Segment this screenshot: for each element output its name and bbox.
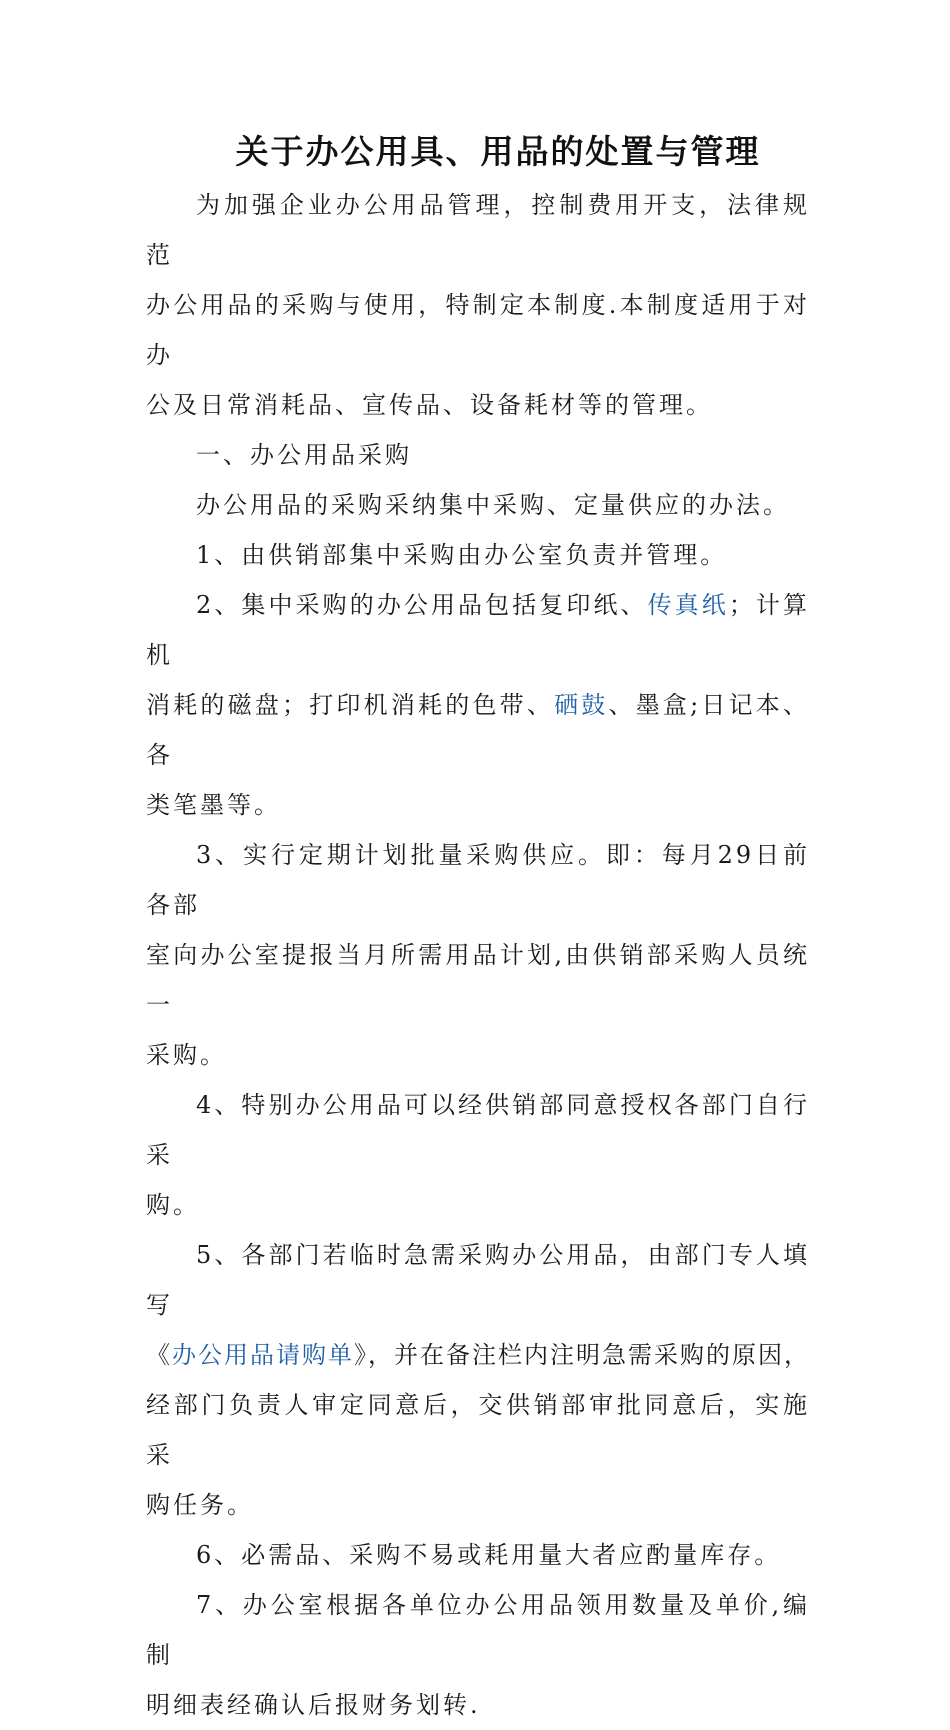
document-page xyxy=(146,128,810,1730)
section-lead: 办公用品的采购采纳集中采购、定量供应的办法。 xyxy=(196,491,790,519)
item-2-text-b: ；计算机 xyxy=(146,591,810,669)
item-7-line-2: 明细表经确认后报财务划转. xyxy=(146,1691,481,1719)
item-2-text-a: 2、集中采购的办公用品包括复印纸、 xyxy=(196,591,648,619)
item-3-line-2: 室向办公室提报当月所需用品计划,由供销部采购人员统一 xyxy=(146,941,810,1019)
item-5-line-4: 购任务。 xyxy=(146,1491,254,1519)
item-3-line-1: 3、实行定期计划批量采购供应。即：每月29日前各部 xyxy=(146,841,810,919)
item-2-text-d: 、墨盒;日记本、各 xyxy=(146,691,811,769)
intro-line-2: 办公用品的采购与使用，特制定本制度.本制度适用于对办 xyxy=(146,291,810,369)
item-5-line-3: 经部门负责人审定同意后，交供销部审批同意后，实施采 xyxy=(146,1391,810,1469)
item-2-line-1 xyxy=(146,580,810,680)
item-2-line-3: 类笔墨等。 xyxy=(146,791,281,819)
document-title: 关于办公用具、用品的处置与管理 xyxy=(235,132,761,171)
intro-line-1: 为加强企业办公用品管理，控制费用开支，法律规范 xyxy=(146,191,810,269)
item-5-line-2 xyxy=(146,1330,810,1380)
item-4-line-2: 购。 xyxy=(146,1191,200,1219)
item-4-line-1: 4、特别办公用品可以经供销部同意授权各部门自行采 xyxy=(146,1091,810,1169)
fax-paper-link[interactable]: 传真纸 xyxy=(647,591,729,619)
section-heading: 一、办公用品采购 xyxy=(196,441,412,469)
item-2-text-c: 消耗的磁盘；打印机消耗的色带、 xyxy=(146,691,555,719)
purchase-request-form-link[interactable]: 办公用品请购单 xyxy=(172,1341,354,1369)
item-1: 1、由供销部集中采购由办公室负责并管理。 xyxy=(196,541,728,569)
intro-line-3: 公及日常消耗品、宣传品、设备耗材等的管理。 xyxy=(146,391,713,419)
item-3-line-3: 采购。 xyxy=(146,1041,227,1069)
item-5-line-1: 5、各部门若临时急需采购办公用品，由部门专人填写 xyxy=(146,1241,810,1319)
item-7-line-1: 7、办公室根据各单位办公用品领用数量及单价,编制 xyxy=(146,1591,810,1669)
item-2-line-2 xyxy=(146,680,810,780)
item-6: 6、必需品、采购不易或耗用量大者应酌量库存。 xyxy=(196,1541,782,1569)
item-5-text-post: 》，并在备注栏内注明急需采购的原因， xyxy=(354,1341,810,1369)
item-5-bracket-open: 《 xyxy=(146,1341,172,1369)
toner-drum-link[interactable]: 硒鼓 xyxy=(554,691,609,719)
